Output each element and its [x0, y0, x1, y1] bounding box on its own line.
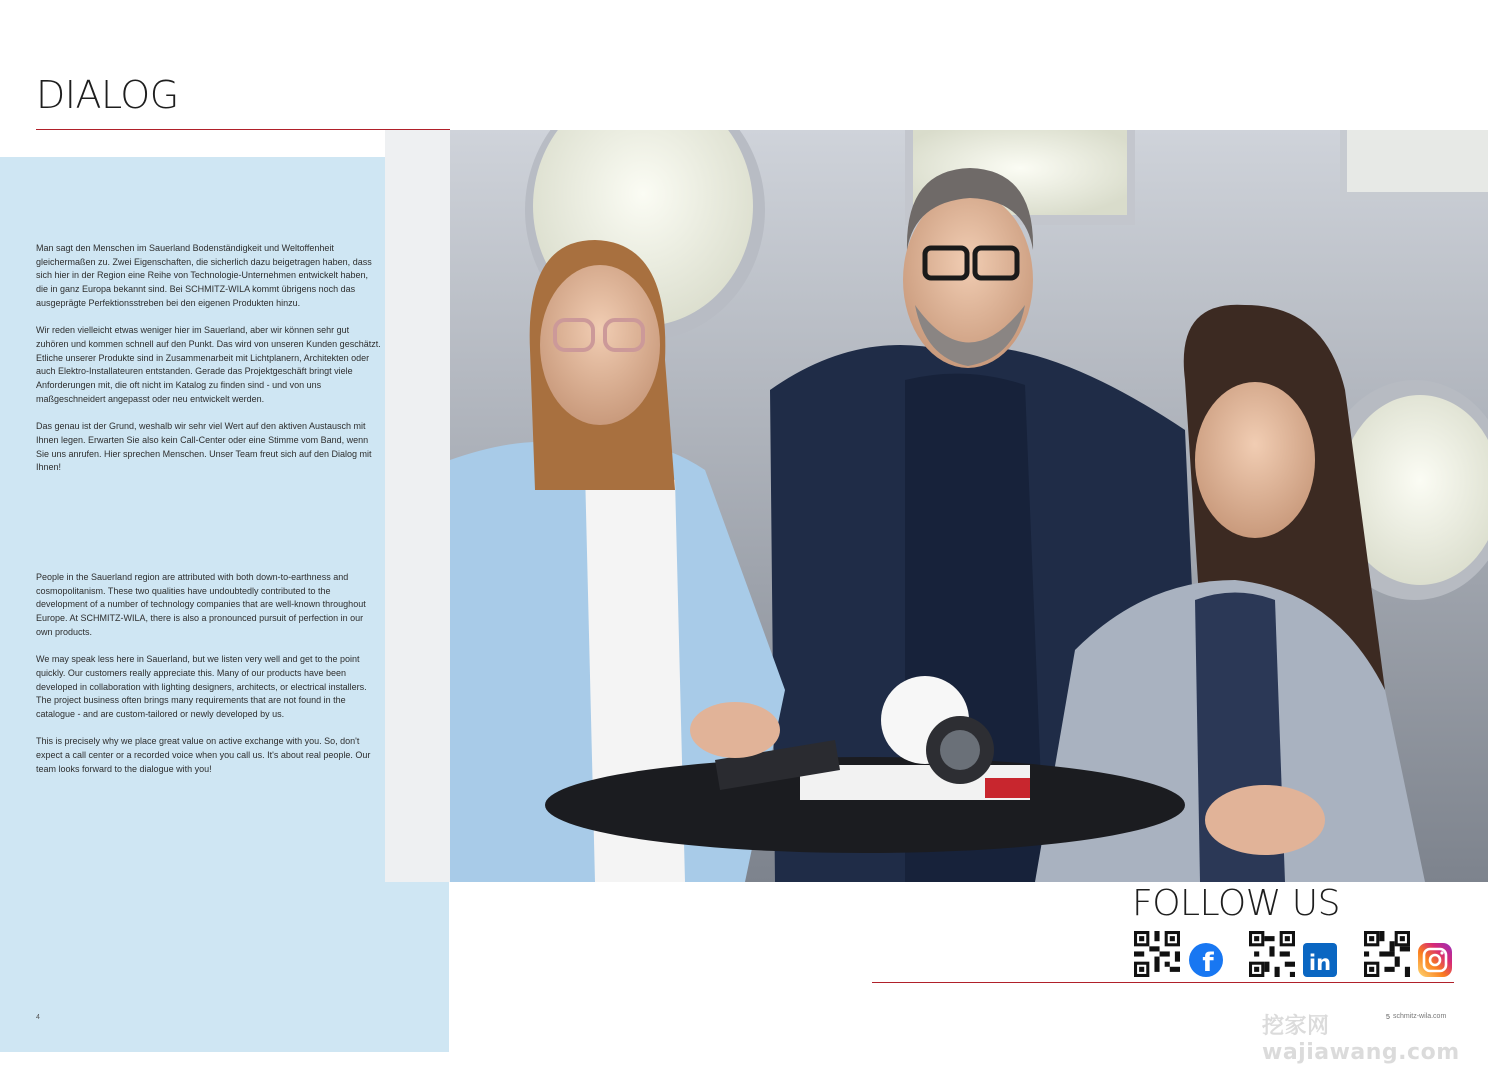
team-photo [385, 130, 1488, 882]
facebook-icon[interactable] [1186, 931, 1226, 977]
paragraph: People in the Sauerland region are attributed with both down-to-earthness and cosmopolitanism. These two qualities have undoubtedly contributed to the development of a number of technology companies that are well-known throughout Europe. At SCHMITZ-WILA, there is also a pronounced pursuit of perfection in our own products. [36, 572, 366, 637]
english-text [36, 571, 381, 790]
german-text [36, 242, 381, 489]
footer-url[interactable]: schmitz-wila.com [1393, 1013, 1447, 1020]
paragraph: Das genau ist der Grund, weshalb wir sehr viel Wert auf den aktiven Austausch mit Ihnen legen. Erwarten Sie also kein Call-Center oder eine Stimme vom Band, wenn Sie uns anrufen. Hier sprechen Menschen. Unser Team freut sich auf den Dialog mit Ihnen! [36, 421, 372, 473]
linkedin-icon[interactable] [1302, 931, 1340, 977]
page-number-left: 4 [36, 1014, 40, 1021]
page-title: DIALOG [36, 73, 179, 117]
facebook-label: f [1202, 948, 1214, 977]
paragraph: We may speak less here in Sauerland, but we listen very well and get to the point quickly. Our customers really appreciate this. Many of our products have been developed in collaboration with lighting designers, architects, or electrical installers. The project business often brings many requirements that are not found in the catalogue - and are custom-tailored or newly developed by us. [36, 654, 367, 720]
watermark: 挖家网 wajiawang.com [1262, 1014, 1460, 1065]
paragraph: This is precisely why we place great value on active exchange with you. So, don't expect a call center or a recorded voice when you call us. It's about real people. Our team looks forward to the dialogue with you! [36, 736, 371, 774]
footer-divider [872, 982, 1454, 983]
paragraph: Man sagt den Menschen im Sauerland Bodenständigkeit und Weltoffenheit gleichermaßen zu. Zwei Eigenschaften, die sicherlich dazu beigetragen haben, dass sich hier in der Region eine Reihe von Technologie-Unternehmen entwickelt haben, die in ganz Europa bekannt sind. Bei SCHMITZ-WILA kommt übrigens noch das ausgeprägte Perfektionsstreben bei den eigenen Produkten hinzu. [36, 243, 372, 308]
linkedin-label: in [1308, 951, 1332, 975]
qr-code-icon[interactable] [1249, 931, 1295, 977]
qr-code-icon[interactable] [1134, 931, 1180, 977]
follow-us-heading: FOLLOW US [1132, 883, 1340, 924]
page-number-right: 5 [1386, 1014, 1390, 1021]
qr-code-icon[interactable] [1364, 931, 1410, 977]
paragraph: Wir reden vielleicht etwas weniger hier im Sauerland, aber wir können sehr gut zuhören und kommen schnell auf den Punkt. Das wird von unseren Kunden geschätzt. Etliche unserer Produkte sind in Zusammenarbeit mit Lichtplanern, Architekten oder auch Elektro-Installateuren entstanden. Gerade das Projektgeschäft bringt viele Anforderungen mit, die oft nicht im Katalog zu finden sind - und von uns maßgeschneidert angepasst oder neu entwickelt werden. [36, 325, 381, 404]
instagram-icon[interactable] [1416, 931, 1454, 977]
